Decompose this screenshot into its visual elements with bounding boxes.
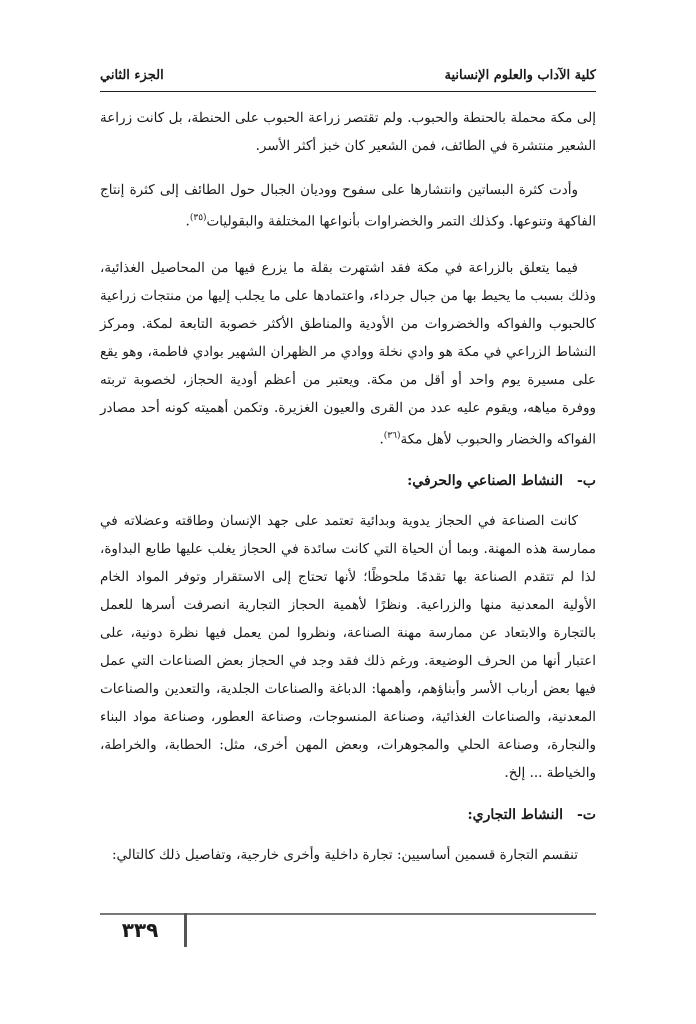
paragraph-4: كانت الصناعة في الحجاز يدوية وبدائية تعتمد على جهد الإنسان وطاقته وعضلاته في ممارسة هذه المهنة. وبما أن الحياة التي كانت سائدة في الحجاز يغلب عليها طابع البداوة، لذا لم تتقدم الصناعة بها تقدمًا ملحوظًا؛ لأنها تحتاج إلى الاستقرار وتوفر المواد الخام الأولية المعدنية منها والزراعية. ونظرًا لأهمية الحجاز التجارية انصرفت أسرها للعمل بالتجارة والابتعاد عن ممارسة مهنة الصناعة، ونظروا لمن يعمل فيها نظرة دونية، على اعتبار أنها من الحرف الوضيعة. ورغم ذلك فقد وجد في الحجاز بعض الصناعات التي عمل فيها بعض أرباب الأسر وأبناؤهم، وأهمها: الدباغة والصناعات الجلدية، والتعدين والصناعات المعدنية، والصناعات الغذائية، وصناعة المنسوجات، وصناعة العطور، وصناعة مواد البناء والنجارة، وصناعة الحلي والمجوهرات، وبعض المهن أخرى، مثل: الحطابة، والخراطة، والخياطة ... إلخ. [100, 513, 596, 781]
header-faculty: كلية الآداب والعلوم الإنسانية [444, 68, 596, 83]
heading-marker-t: ت- [577, 807, 596, 823]
section-heading-industrial [100, 467, 596, 495]
footnote-ref-35: (٣٥) [189, 213, 207, 223]
footer-divider [100, 913, 596, 915]
paragraph-2: وأدت كثرة البساتين وانتشارها على سفوح ووديان الجبال حول الطائف إلى كثرة إنتاج الفاكهة وتنوعها. وكذلك التمر والخضراوات بأنواعها المختلفة والبقوليات$^{(٣٥)}$. [100, 182, 596, 230]
paragraph-3: فيما يتعلق بالزراعة في مكة فقد اشتهرت بقلة ما يزرع فيها من المحاصيل الغذائية، وذلك بسبب ما يحيط بها من جبال جرداء، واعتمادها على ما يجلب إليها من منتجات زراعية كالحبوب والفواكه والخضروات من الأودية والمناطق الأكثر خصوبة التابعة لمكة. ومركز النشاط الزراعي في مكة هو وادي نخلة ووادي مر الظهران الشهير بوادي فاطمة، وهو يقع على مسيرة يوم واحد أو أقل من مكة. ويعتبر من أعظم أودية الحجاز، لخصوبة تربته ووفرة مياهه، ويقوم عليه عدد من القرى والعيون الغزيرة. وتكمن أهميته كونه أحد مصادر الفواكه والخضار والحبوب لأهل مكة$^{(٣٦)}$. [100, 259, 596, 447]
footer-vertical-bar [184, 913, 187, 947]
heading-industrial-title: النشاط الصناعي والحرفي: [407, 473, 563, 489]
page-body [100, 104, 596, 869]
running-header [100, 68, 596, 83]
header-divider [100, 91, 596, 92]
heading-trade-title: النشاط التجاري: [467, 807, 563, 823]
header-part: الجزء الثاني [100, 68, 164, 83]
section-heading-trade [100, 801, 596, 829]
heading-marker-b: ب- [577, 473, 596, 489]
paragraph-5: تنقسم التجارة قسمين أساسيين: تجارة داخلية وأخرى خارجية، وتفاصيل ذلك كالتالي: [112, 847, 578, 863]
page-number: ٣٣٩ [121, 918, 159, 942]
paragraph-1: إلى مكة محملة بالحنطة والحبوب. ولم تقتصر زراعة الحبوب على الحنطة، بل كانت زراعة الشعير منتشرة في الطائف، فمن الشعير كان خبز أكثر الأسر. [100, 110, 596, 154]
footnote-ref-36: (٣٦) [383, 430, 401, 441]
